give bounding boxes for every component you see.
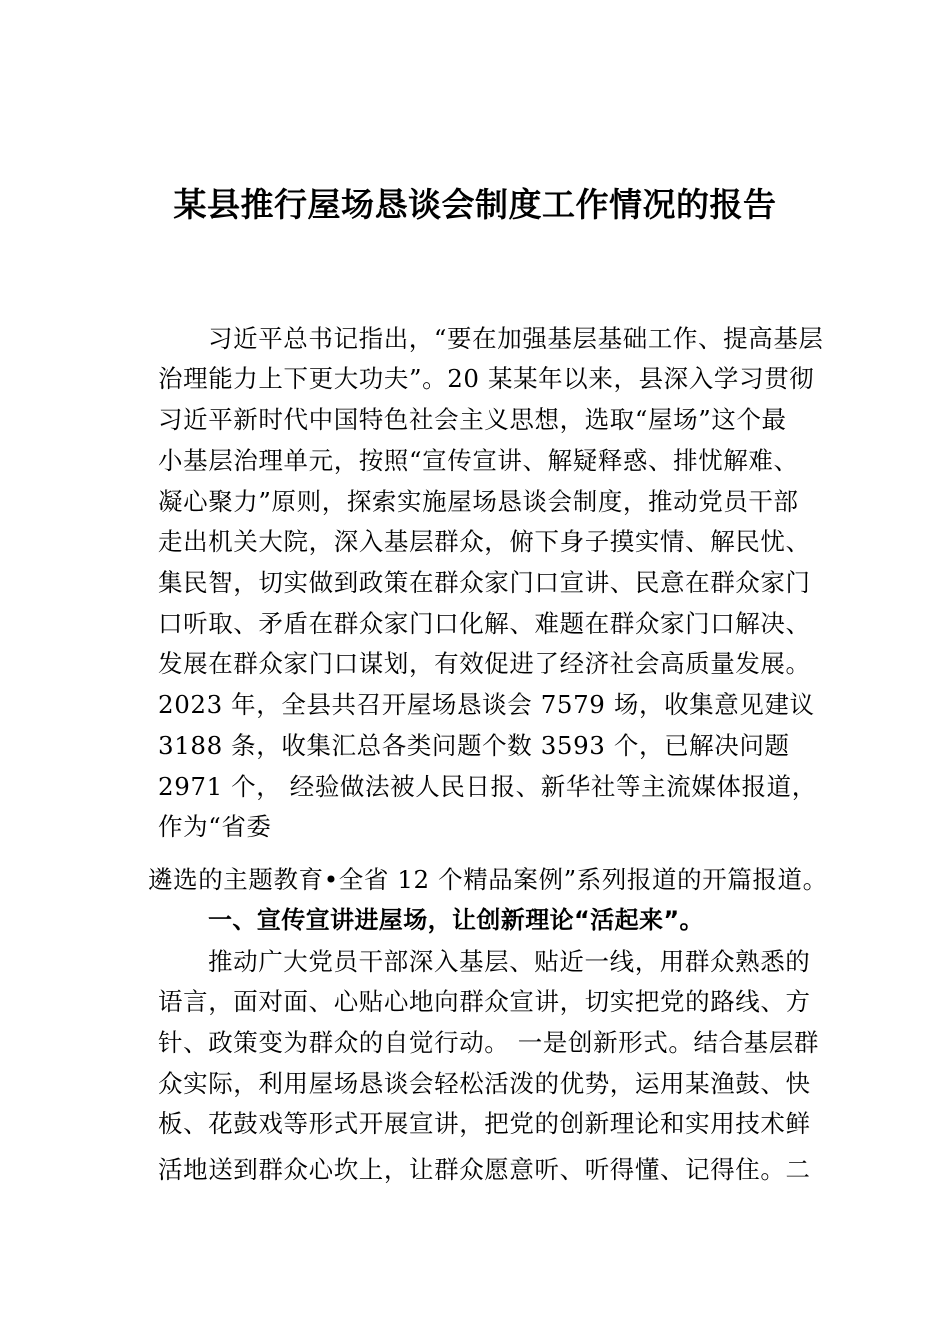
intro-line-8: 口听取、矛盾在群众家门口化解、难题在群众家门口解决、 xyxy=(158,609,811,638)
intro-continuation: 遴选的主题教育•全省 12 个精品案例”系列报道的开篇报道。 xyxy=(148,865,828,894)
section1-line-1: 推动广大党员干部深入基层、贴近一线，用群众熟悉的 xyxy=(208,947,811,976)
document-title: 某县推行屋场恳谈会制度工作情况的报告 xyxy=(173,185,777,224)
section1-line-6: 活地送到群众心坎上，让群众愿意听、听得懂、记得住。二 xyxy=(158,1155,811,1184)
section1-line-5: 板、花鼓戏等形式开展宣讲，把党的创新理论和实用技术鲜 xyxy=(158,1109,811,1138)
intro-line-2: 治理能力上下更大功夫”。20 某某年以来，县深入学习贯彻 xyxy=(158,364,815,393)
section-heading-1: 一、宣传宣讲进屋场，让创新理论“活起来”。 xyxy=(208,906,704,934)
intro-line-13: 作为“省委 xyxy=(158,812,272,841)
intro-line-7: 集民智，切实做到政策在群众家门口宣讲、民意在群众家门 xyxy=(158,568,811,597)
intro-line-5: 凝心聚力”原则，探索实施屋场恳谈会制度，推动党员干部 xyxy=(158,487,799,516)
intro-line-12: 2971 个， 经验做法被人民日报、新华社等主流媒体报道， xyxy=(158,772,817,801)
section1-line-3: 针、政策变为群众的自觉行动。 一是创新形式。结合基层群 xyxy=(158,1028,819,1057)
intro-line-11: 3188 条，收集汇总各类问题个数 3593 个，已解决问题 xyxy=(158,731,790,760)
intro-line-3: 习近平新时代中国特色社会主义思想，选取“屋场”这个最 xyxy=(158,405,787,434)
intro-line-10: 2023 年，全县共召开屋场恳谈会 7579 场，收集意见建议 xyxy=(158,690,815,719)
intro-line-1: 习近平总书记指出，“要在加强基层基础工作、提高基层 xyxy=(208,324,824,353)
intro-line-4: 小基层治理单元，按照“宣传宣讲、解疑释惑、排忧解难、 xyxy=(158,446,799,475)
section1-line-4: 众实际，利用屋场恳谈会轻松活泼的优势，运用某渔鼓、快 xyxy=(158,1069,811,1098)
intro-line-9: 发展在群众家门口谋划，有效促进了经济社会高质量发展。 xyxy=(158,649,811,678)
section1-line-2: 语言，面对面、心贴心地向群众宣讲，切实把党的路线、方 xyxy=(158,987,811,1016)
intro-line-6: 走出机关大院，深入基层群众，俯下身子摸实情、解民忧、 xyxy=(158,527,811,556)
